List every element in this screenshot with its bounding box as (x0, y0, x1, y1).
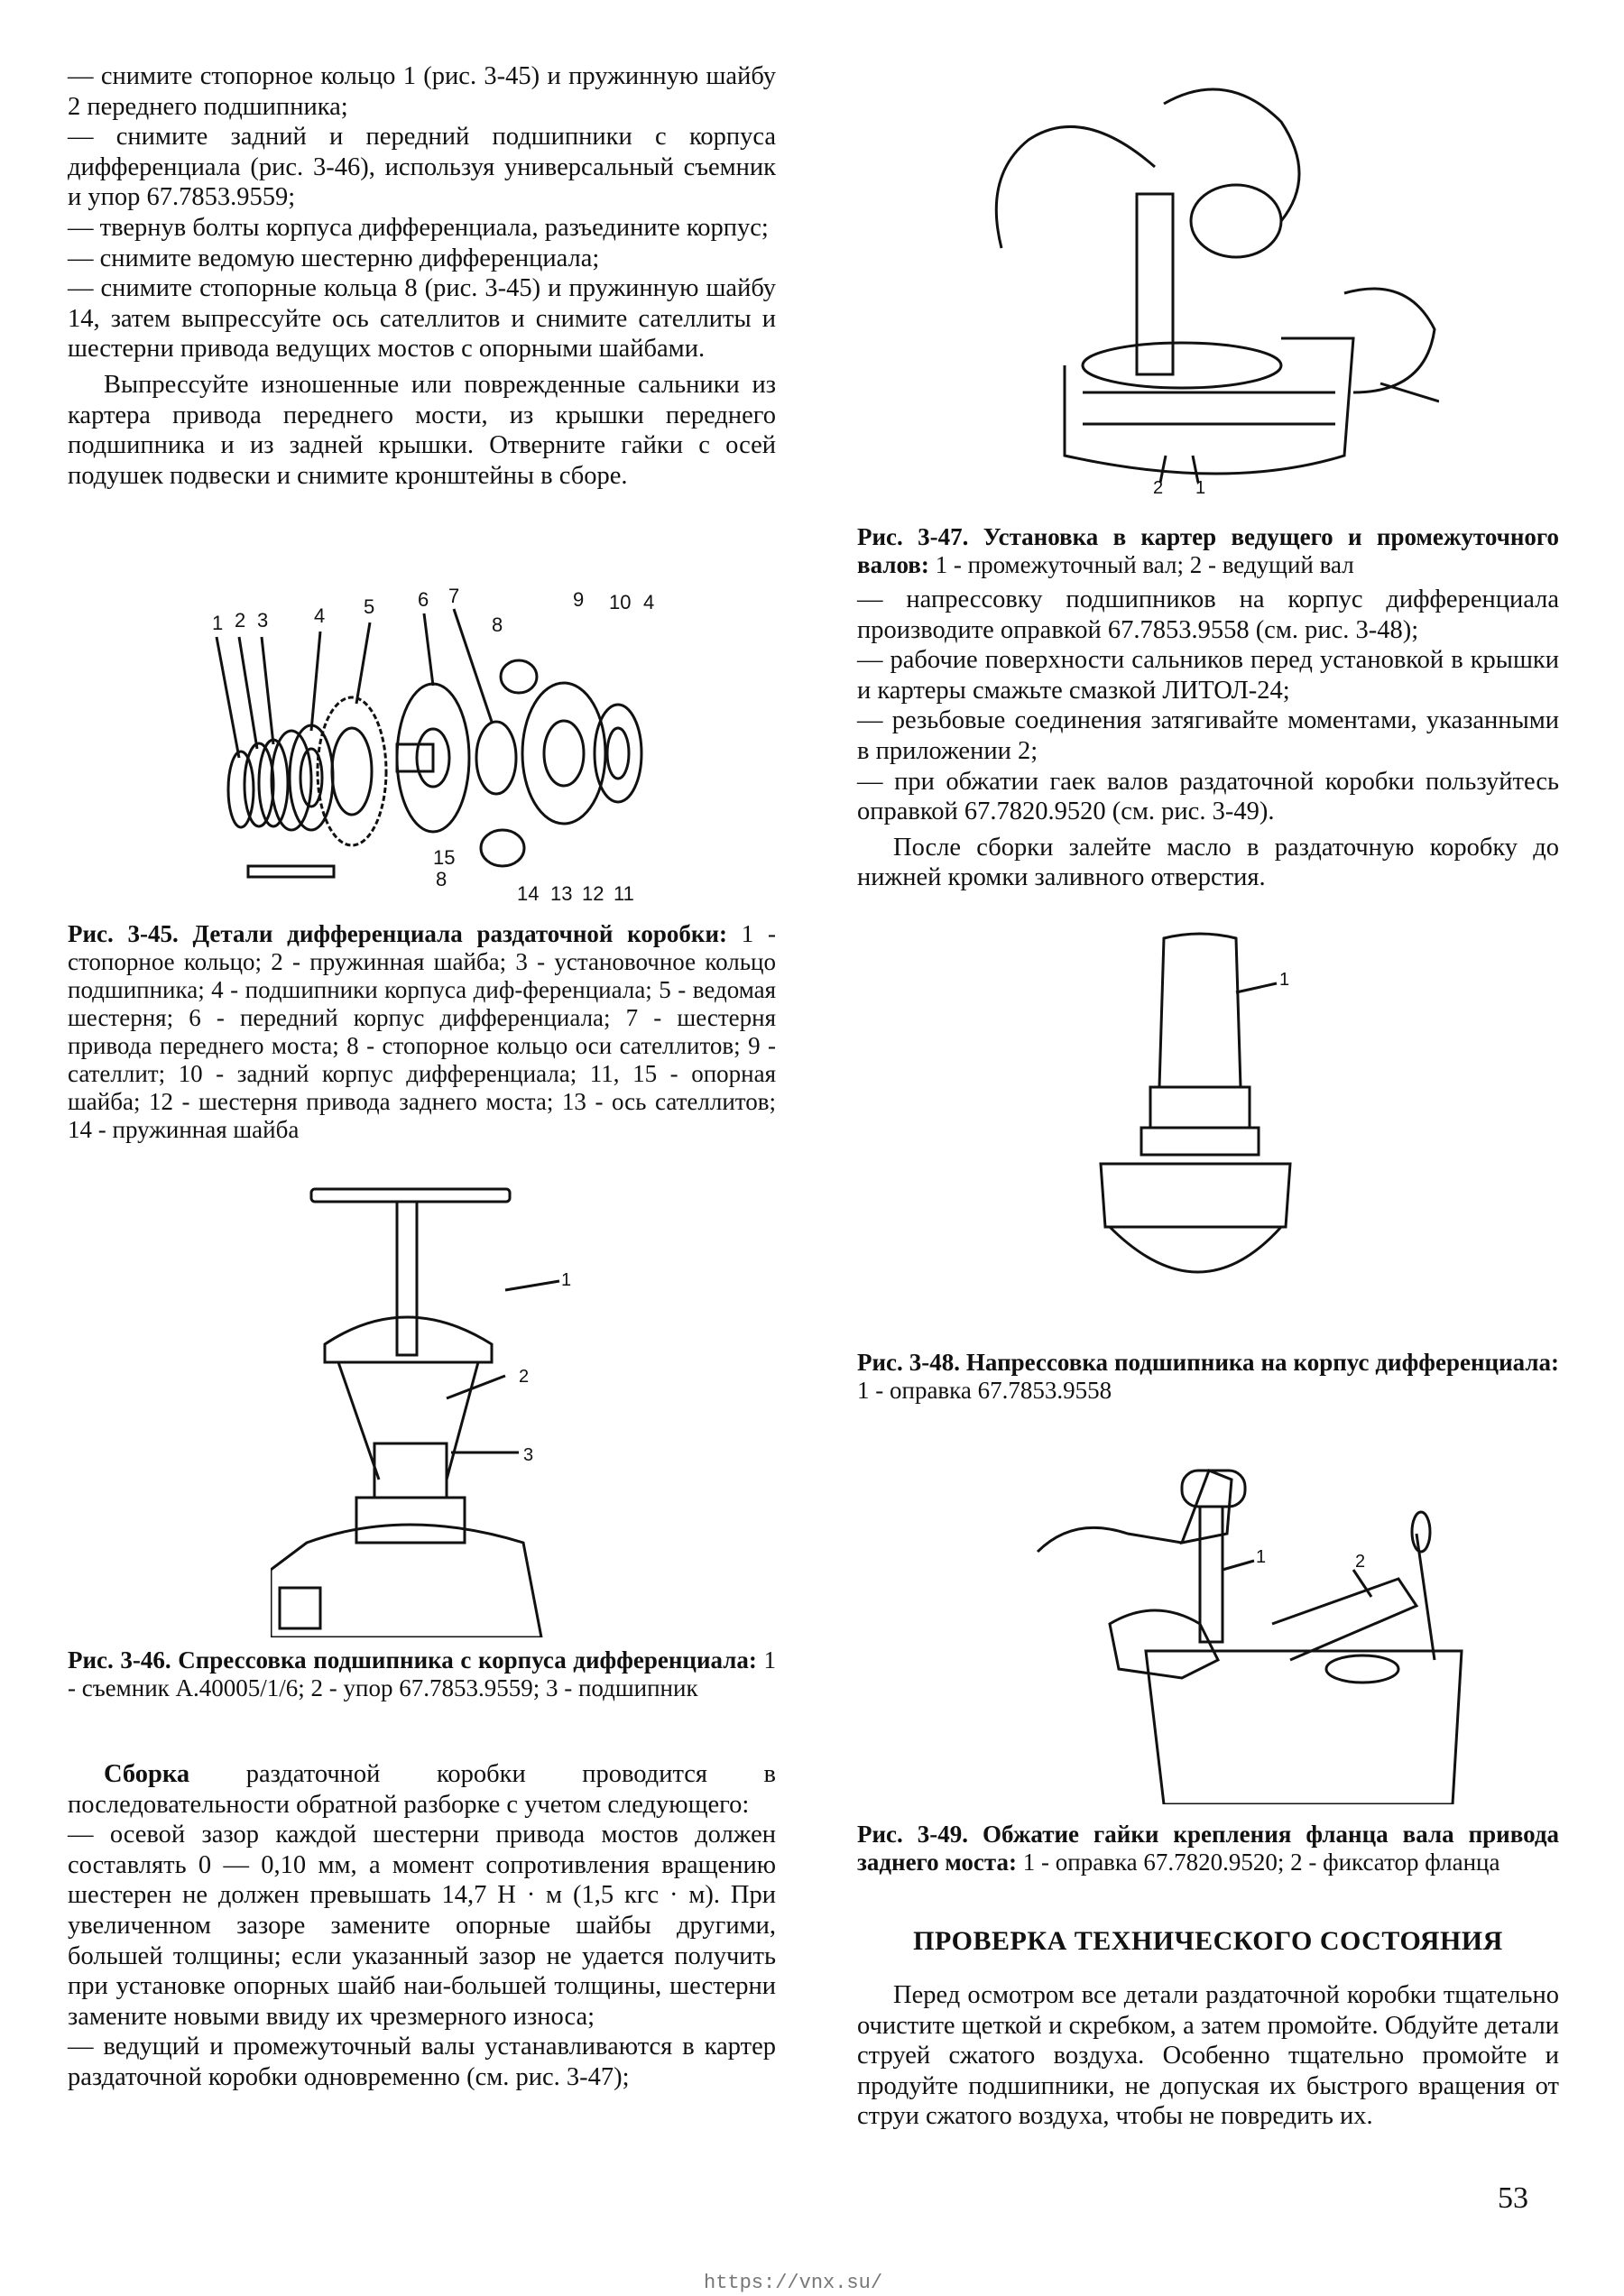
callout-label: 10 (609, 591, 632, 613)
list-item: — осевой зазор каждой шестерни привода мостов должен составлять 0 — 0,10 мм, а момент сопротивления вращению шестерен не должен превышать 14,7 Н · м (1,5 кгс · м). При увеличенном зазоре замените опорные шайбы другими, большей толщины; если указанный зазор не удается получить при установке опорных шайб наи-большей толщины, шестерни замените новыми ввиду их чрезмерного износа; (68, 1821, 776, 2031)
right-column (857, 585, 1559, 893)
caption-title: Рис. 3-46. Спрессовка подшипника с корпуса дифференциала: (68, 1646, 757, 1674)
list-item: — ведущий и промежуточный валы устанавливаются в картер раздаточной коробки одновременно (см. рис. 3-47); (68, 2033, 776, 2091)
caption-text: 1 - съемник А.40005/1/6; 2 - упор 67.7853.9559; 3 - подшипник (68, 1646, 777, 1701)
list-item: — резьбовые соединения затягивайте моментами, указанными в приложении 2; (857, 706, 1559, 765)
caption-text: 1 - оправка 67.7853.9558 (857, 1377, 1112, 1404)
figure-3-46 (271, 1182, 789, 1637)
callout-label: 12 (582, 882, 604, 905)
figure-3-48-caption (857, 1349, 1559, 1405)
figure-3-49 (1020, 1443, 1471, 1804)
callout-label: 1 (561, 1270, 572, 1290)
callout-label: 5 (364, 595, 375, 618)
callout-label: 1 (212, 612, 224, 634)
figure-3-48 (1083, 929, 1308, 1308)
list-item: — при обжатии гаек валов раздаточной коробки пользуйтесь оправкой 67.7820.9520 (см. рис. 3-49). (857, 767, 1559, 826)
callout-label: 4 (643, 591, 655, 613)
caption-title: Рис. 3-45. Детали дифференциала раздаточной коробки: (68, 920, 727, 947)
list-item: — снимите стопорные кольца 8 (рис. 3-45) и пружинную шайбу 14, затем выпрессуйте ось сателлитов и снимите сателлиты и шестерни привода ведущих мостов с опорными шайбами. (68, 274, 776, 364)
list-item: — твернув болты корпуса дифференциала, разъедините корпус; (68, 213, 769, 242)
callout-label: 15 (433, 846, 456, 869)
footer-url[interactable]: https://vnx.su/ (704, 2272, 883, 2294)
callout-label: 14 (517, 882, 540, 905)
page-number: 53 (1498, 2181, 1528, 2215)
figure-3-45 (185, 585, 690, 907)
assembly-intro (68, 1759, 776, 1820)
callout-label: 1 (1256, 1547, 1267, 1567)
left-column (68, 61, 776, 491)
figure-3-48-labels (1083, 929, 1308, 1308)
callout-label: 1 (1279, 970, 1290, 990)
figure-3-46-caption (68, 1646, 776, 1702)
callout-label: 7 (448, 585, 460, 607)
figure-3-47 (956, 68, 1439, 501)
list-item: — рабочие поверхности сальников перед установкой в крышки и картеры смажьте смазкой ЛИТОЛ-24; (857, 646, 1559, 705)
paragraph: После сборки залейте масло в раздаточную коробку до нижней кромки заливного отверстия. (857, 833, 1559, 892)
caption-title: Рис. 3-49. Обжатие гайки крепления фланца вала привода заднего моста: (857, 1821, 1559, 1876)
figure-3-47-labels (956, 68, 1439, 501)
section-body (857, 1980, 1559, 2132)
callout-label: 2 (1355, 1552, 1366, 1572)
section-heading: ПРОВЕРКА ТЕХНИЧЕСКОГО СОСТОЯНИЯ (913, 1926, 1503, 1956)
callout-label: 2 (519, 1367, 530, 1387)
list-item: — снимите ведомую шестерню дифференциала; (68, 244, 600, 272)
figure-3-46-labels (271, 1182, 789, 1637)
caption-text: 1 - промежуточный вал; 2 - ведущий вал (928, 551, 1354, 578)
list-item: — снимите стопорное кольцо 1 (рис. 3-45) и пружинную шайбу 2 переднего подшипника; (68, 62, 776, 121)
callout-label: 8 (492, 613, 503, 636)
figure-3-49-labels (1020, 1443, 1471, 1804)
callout-label: 3 (523, 1445, 534, 1465)
list-item: — напрессовку подшипников на корпус дифференциала производите оправкой 67.7853.9558 (см. рис. 3-48); (857, 586, 1559, 644)
assembly-lead: Сборка (104, 1760, 190, 1788)
figure-3-49-caption (857, 1821, 1559, 1876)
callout-label: 6 (418, 588, 429, 611)
callout-label: 2 (235, 609, 246, 632)
caption-title: Рис. 3-47. Установка в картер ведущего и промежуточного валов: (857, 523, 1559, 578)
caption-text: 1 - оправка 67.7820.9520; 2 - фиксатор фланца (1017, 1849, 1500, 1876)
callout-label: 13 (550, 882, 573, 905)
caption-title: Рис. 3-48. Напрессовка подшипника на корпус дифференциала: (857, 1349, 1559, 1376)
callout-label: 11 (614, 882, 634, 905)
assembly-section (68, 1759, 776, 2093)
list-item: — снимите задний и передний подшипники с корпуса дифференциала (рис. 3-46), используя универсальный съемник и упор 67.7853.9559; (68, 123, 776, 212)
callout-label: 8 (436, 868, 448, 890)
figure-3-47-caption (857, 523, 1559, 579)
caption-text: 1 - стопорное кольцо; 2 - пружинная шайба; 3 - установочное кольцо подшипника; 4 - подшипники корпуса диф-ференциала; 5 - ведомая шестерня; 6 - передний корпус дифференциала; 7 - шестерня привода переднего моста; 8 - стопорное кольцо оси сателлитов; 9 - сателлит; 10 - задний корпус дифференциала; 11, 15 - опорная шайба; 12 - шестерня привода заднего моста; 13 - ось сателлитов; 14 - пружинная шайба (68, 920, 776, 1143)
figure-3-45-labels (185, 585, 690, 907)
callout-label: 9 (573, 588, 585, 611)
paragraph: Выпрессуйте изношенные или поврежденные сальники из картера привода переднего мости, из крышки переднего подшипника и из задней крышки. Отверните гайки с осей подушек подвески и снимите кронштейны в сборе. (68, 370, 776, 490)
callout-label: 2 (1153, 478, 1164, 498)
callout-label: 4 (314, 604, 326, 627)
callout-label: 1 (1195, 478, 1206, 498)
paragraph: Перед осмотром все детали раздаточной коробки тщательно очистите щеткой и скребком, а затем промойте. Обдуйте детали струей сжатого воздуха. Особенно тщательно промойте и продуйте подшипники, не допуская их быстрого вращения от струи сжатого воздуха, чтобы не повредить их. (857, 1981, 1559, 2131)
figure-3-45-caption (68, 920, 776, 1144)
assembly-lead-rest: раздаточной коробки проводится в последовательности обратной разборке с учетом следующего: (68, 1760, 776, 1819)
callout-label: 3 (257, 609, 269, 632)
